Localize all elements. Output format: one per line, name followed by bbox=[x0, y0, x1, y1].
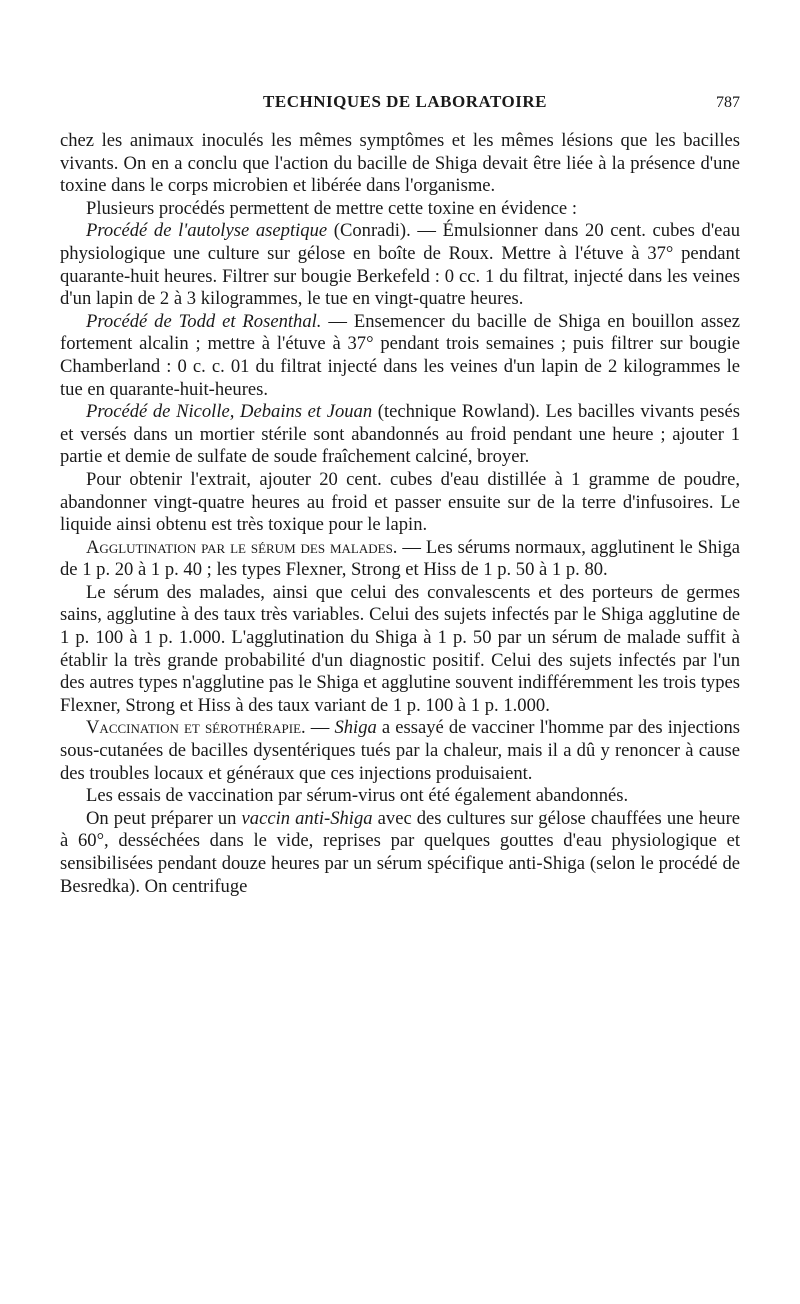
paragraph-nicolle-method bbox=[60, 401, 740, 469]
section-heading: Vaccination et sérothérapie. bbox=[86, 717, 306, 739]
body-text bbox=[60, 130, 740, 898]
text-before: On peut préparer un bbox=[86, 807, 242, 829]
paragraph-methods-intro: Plusieurs procédés permettent de mettre cette toxine en évidence : bbox=[86, 197, 577, 219]
paragraph-vaccine-preparation bbox=[60, 808, 740, 898]
method-title: Procédé de Todd et Rosenthal. bbox=[86, 310, 322, 332]
paragraph-vaccination bbox=[60, 717, 740, 785]
page-header bbox=[70, 92, 740, 118]
method-text: — Ensemencer du bacille de Shiga en bouillon assez fortement alcalin ; mettre à l'étuve à 37° pendant trois semaines ; puis filtrer sur bougie Chamberland : 0 c. c. 01 du filtrat injecté dans les veines d'un lapin de 2 kilogrammes le tue en quarante-huit-heures. bbox=[60, 310, 740, 400]
section-text: a essayé de vacciner l'homme par des injections sous-cutanées de bacilles dysentériques tués par la chaleur, mais il a dû y renoncer à cause des troubles locaux et généraux que ces injections produisaient. bbox=[60, 717, 740, 784]
section-heading: Agglutination par le sérum des malades. bbox=[86, 536, 398, 558]
method-text: (technique Rowland). Les bacilles vivants pesés et versés dans un mortier stérile sont abandonnés au froid pendant une heure ; ajouter 1 partie et demie de sulfate de soude fraîchement calciné, broyer. bbox=[60, 401, 740, 468]
paragraph-todd-method bbox=[60, 311, 740, 401]
section-text: — Les sérums normaux, agglutinent le Shiga de 1 p. 20 à 1 p. 40 ; les types Flexner, Strong et Hiss de 1 p. 50 à 1 p. 80. bbox=[60, 536, 740, 581]
method-title: Procédé de Nicolle, Debains et Jouan bbox=[86, 401, 373, 423]
paragraph-serum-patients: Le sérum des malades, ainsi que celui des convalescents et des porteurs de germes sains, agglutine à des taux très variables. Celui des sujets infectés par le Shiga agglutine de 1 p. 100 à 1 p. 1.000. L'agglutination du Shiga à 1 p. 50 par un sérum de malade suffit à établir la très grande probabilité d'un diagnostic positif. Celui des sujets infectés par l'un des autres types n'agglutine pas le Shiga et agglutine souvent indifféremment les trois types Flexner, Strong et Hiss à des taux variant de 1 p. 100 à 1 p. 1.000. bbox=[60, 581, 740, 716]
shiga-name: Shiga bbox=[334, 717, 377, 739]
method-title: Procédé de l'autolyse aseptique bbox=[86, 220, 328, 242]
running-title: TECHNIQUES DE LABORATOIRE bbox=[263, 92, 547, 111]
text-after: avec des cultures sur gélose chauffées une heure à 60°, desséchées dans le vide, reprises par quelques gouttes d'eau physiologique et sensibilisées pendant douze heures par un sérum spécifique anti-Shiga (selon le procédé de Besredka). On centrifuge bbox=[60, 807, 741, 897]
paragraph-extract: Pour obtenir l'extrait, ajouter 20 cent. cubes d'eau distillée à 1 gramme de poudre, abandonner vingt-quatre heures au froid et passer ensuite sur de la terre d'infusoires. Le liquide ainsi obtenu est très toxique pour le lapin. bbox=[60, 468, 740, 536]
paragraph-conradi-method bbox=[60, 220, 740, 310]
paragraph-serum-virus: Les essais de vaccination par sérum-virus ont été également abandonnés. bbox=[86, 785, 629, 807]
dash: — bbox=[305, 717, 335, 739]
paragraph-toxin-intro: chez les animaux inoculés les mêmes symptômes et les mêmes lésions que les bacilles vivants. On en a conclu que l'action du bacille de Shiga devait être liée à la présence d'une toxine dans le corps microbien et libérée dans l'organisme. bbox=[60, 130, 740, 197]
page-number: 787 bbox=[716, 94, 740, 111]
paragraph-agglutination bbox=[60, 537, 740, 582]
method-text: (Conradi). — Émulsionner dans 20 cent. cubes d'eau physiologique une culture sur gélose en boîte de Roux. Mettre à l'étuve à 37° pendant quarante-huit heures. Filtrer sur bougie Berkefeld : 0 cc. 1 du filtrat, injecté dans les veines d'un lapin de 2 à 3 kilogrammes, le tue en vingt-quatre heures. bbox=[60, 220, 740, 310]
vaccine-name: vaccin anti-Shiga bbox=[241, 807, 373, 829]
